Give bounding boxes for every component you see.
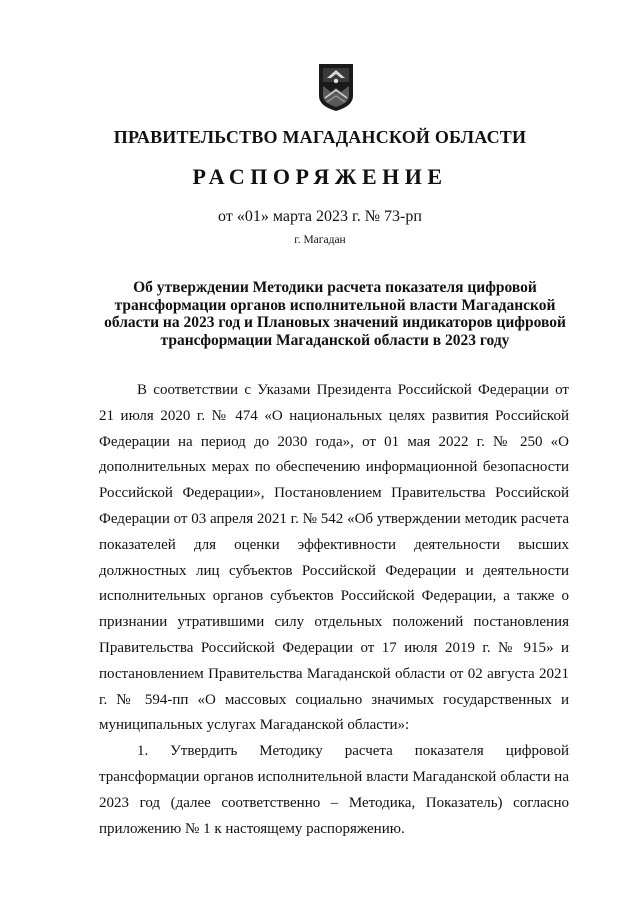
government-title: ПРАВИТЕЛЬСТВО МАГАДАНСКОЙ ОБЛАСТИ — [113, 127, 527, 147]
document-subject: Об утверждении Методики расчета показателя цифровой трансформации органов исполнительной власти Магаданской области на 2023 год и Плановых значений индикаторов цифровой трансформации Магаданской области в 2023 году — [104, 279, 566, 349]
item-1-paragraph: 1. Утвердить Методику расчета показателя цифровой трансформации органов исполнительной власти Магаданской области на 2023 год (далее соответственно – Методика, Показатель) согласно приложению № 1 к настоящему распоряжению. — [99, 743, 569, 837]
magadan-coat-of-arms-icon — [317, 62, 355, 112]
preamble-paragraph: В соответствии с Указами Президента Российской Федерации от 21 июля 2020 г. № 474 «О национальных целях развития Российской Федерации на период до 2030 года», от 01 мая 2022 г. № 250 «О дополнительных мерах по обеспечению информационной безопасности Российской Федерации», Постановлением Правительства Российской Федерации от 03 апреля 2021 г. № 542 «Об утверждении методик расчета показателей для оценки эффективности деятельности высших должностных лиц субъектов Российской Федерации и деятельности исполнительных органов субъектов Российской Федерации, а также о признании утратившими силу отдельных положений постановления Правительства Российской Федерации от 17 июля 2019 г. № 915» и постановлением Правительства Магаданской области от 02 августа 2021 г. № 594-пп «О массовых социально значимых государственных и муниципальных услугах Магаданской области»: — [99, 382, 569, 734]
city-line: г. Магадан — [294, 234, 346, 246]
date-number-line: от «01» марта 2023 г. № 73-рп — [218, 208, 422, 225]
document-type-heading: РАСПОРЯЖЕНИЕ — [192, 164, 448, 189]
document-body — [99, 378, 569, 842]
